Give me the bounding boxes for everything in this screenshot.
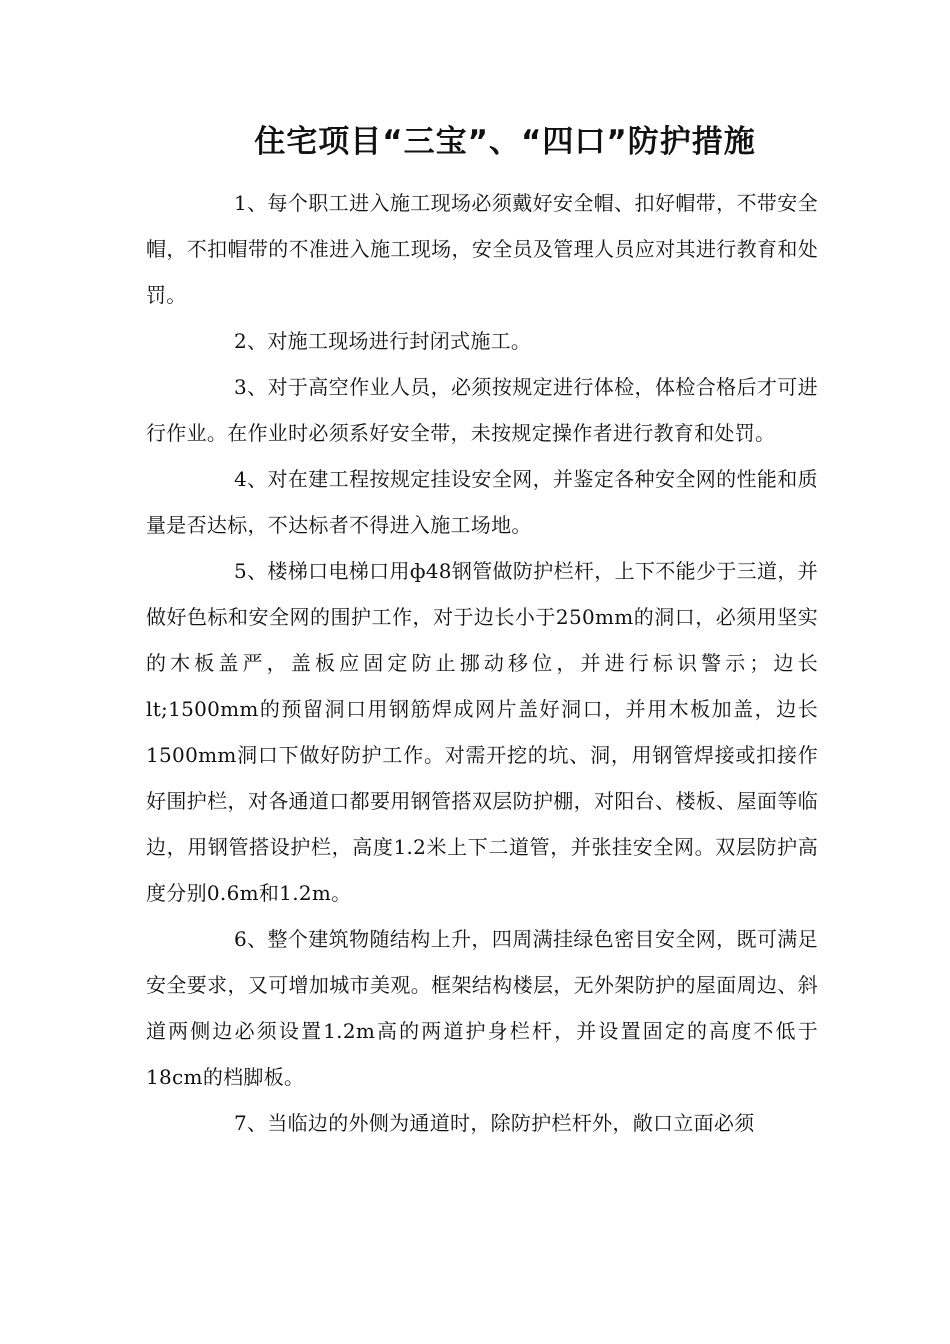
paragraph-6: 6、整个建筑物随结构上升，四周满挂绿色密目安全网，既可满足安全要求，又可增加城市美观。框架结构楼层，无外架防护的屋面周边、斜道两侧边必须设置1.2m高的两道护身栏杆，并设置固定的高度不低于18cm的档脚板。	[146, 927, 818, 1089]
document-title: 住宅项目“三宝”、“四口”防护措施	[254, 124, 756, 160]
document-body	[146, 180, 818, 1146]
paragraph-7: 7、当临边的外侧为通道时，除防护栏杆外，敞口立面必须	[234, 1111, 755, 1135]
paragraph-5: 5、楼梯口电梯口用ф48钢管做防护栏杆，上下不能少于三道，并做好色标和安全网的围护工作，对于边长小于250mm的洞口，必须用坚实的木板盖严，盖板应固定防止挪动移位，并进行标识警示；边长lt;1500mm的预留洞口用钢筋焊成网片盖好洞口，并用木板加盖，边长1500mm洞口下做好防护工作。对需开挖的坑、洞，用钢管焊接或扣接作好围护栏，对各通道口都要用钢管搭双层防护棚，对阳台、楼板、屋面等临边，用钢管搭设护栏，高度1.2米上下二道管，并张挂安全网。双层防护高度分别0.6m和1.2m。	[146, 559, 818, 905]
paragraph-2: 2、对施工现场进行封闭式施工。	[234, 329, 532, 353]
paragraph-3: 3、对于高空作业人员，必须按规定进行体检，体检合格后才可进行作业。在作业时必须系好安全带，未按规定操作者进行教育和处罚。	[146, 375, 818, 445]
paragraph-4: 4、对在建工程按规定挂设安全网，并鉴定各种安全网的性能和质量是否达标，不达标者不得进入施工场地。	[146, 467, 818, 537]
paragraph-1: 1、每个职工进入施工现场必须戴好安全帽、扣好帽带，不带安全帽，不扣帽带的不准进入施工现场，安全员及管理人员应对其进行教育和处罚。	[146, 191, 818, 307]
